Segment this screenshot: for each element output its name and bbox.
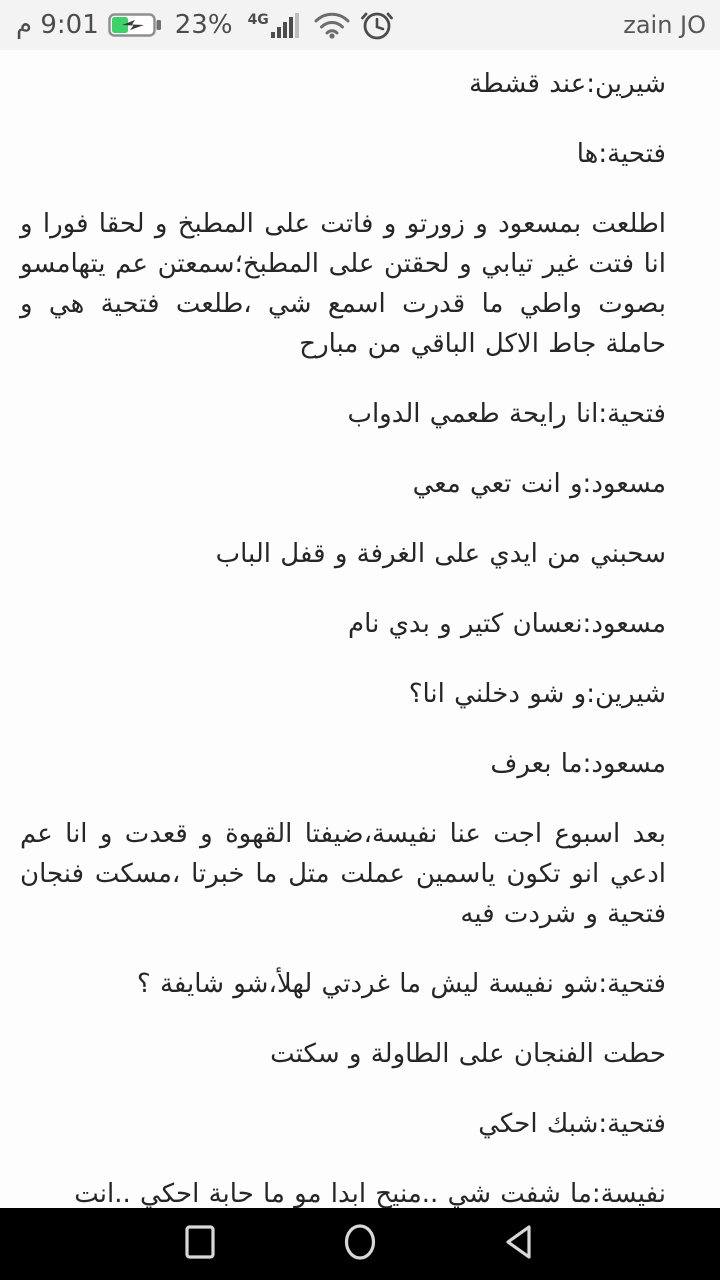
story-paragraph: مسعود:ما بعرف <box>490 749 666 779</box>
story-paragraph: فتحية:شبك احكي <box>478 1109 666 1139</box>
recents-button[interactable] <box>120 1223 280 1265</box>
story-paragraph: فتحية:شو نفيسة ليش ما غردتي لهلأ،شو شايفة ؟ <box>136 969 666 999</box>
alarm-clock-icon <box>360 9 394 41</box>
back-button[interactable] <box>440 1222 600 1266</box>
status-bar <box>0 0 720 50</box>
android-navigation-bar <box>0 1208 720 1280</box>
back-triangle-icon <box>502 1222 538 1266</box>
carrier-name: zain JO <box>623 11 706 39</box>
signal-strength-icon <box>248 10 304 40</box>
story-paragraph: شيرين:و شو دخلني انا؟ <box>408 679 666 709</box>
story-paragraph: فتحية:ها <box>576 139 666 169</box>
wifi-icon <box>313 10 351 40</box>
story-paragraph-clipped: نفيسة:ما شفت شي ..منيح ابدا مو ما حابة احكي ..انت <box>74 1179 666 1208</box>
story-paragraph: سحبني من ايدي على الغرفة و قفل الباب <box>215 539 666 569</box>
story-paragraph: اطلعت بمسعود و زورتو و فاتت على المطبخ و لحقا فورا و انا فتت غير تيابي و لحقتن على المطبخ؛سمعتن عم يتهامسو بصوت واطي ما قدرت اسمع شي ،طلعت فتحية هي و حاملة جاط الاكل الباقي من مبارح <box>20 209 666 359</box>
home-circle-icon <box>342 1222 378 1266</box>
status-left-cluster <box>16 0 394 50</box>
home-button[interactable] <box>280 1222 440 1266</box>
battery-percent: 23% <box>174 10 233 40</box>
story-paragraph: مسعود:نعسان كتير و بدي نام <box>348 609 666 639</box>
recents-square-icon <box>183 1223 217 1265</box>
clock-time: 9:01 م <box>16 10 99 40</box>
network-type-label: 4G <box>247 12 269 28</box>
story-paragraph: بعد اسبوع اجت عنا نفيسة،ضيفتا القهوة و قعدت و انا عم ادعي انو تكون ياسمين عملت متل ما خبرتا ،مسكت فنجان فتحية و شردت فيه <box>20 819 666 929</box>
story-paragraph: حطت الفنجان على الطاولة و سكتت <box>270 1039 666 1069</box>
story-text-area[interactable] <box>0 50 720 1208</box>
battery-charging-icon <box>108 12 162 38</box>
story-paragraph: شيرين:عند قشطة <box>469 69 666 99</box>
story-paragraph: فتحية:انا رايحة طعمي الدواب <box>347 399 666 429</box>
story-paragraph: مسعود:و انت تعي معي <box>412 469 666 499</box>
